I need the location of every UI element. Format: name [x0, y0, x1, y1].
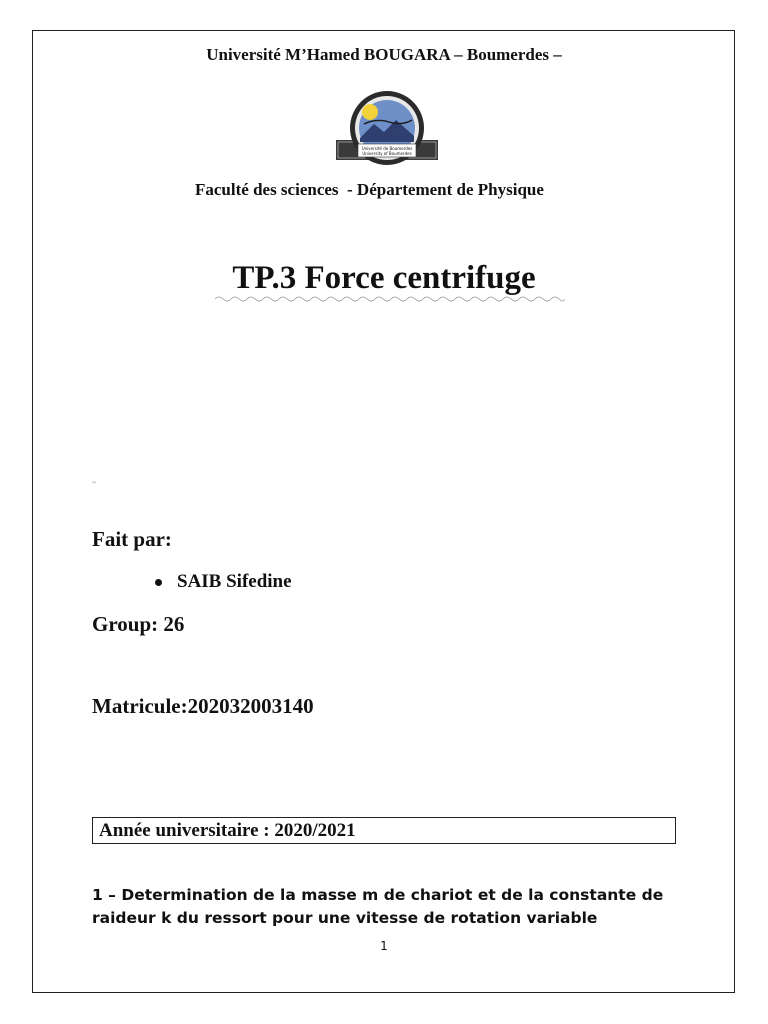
author-list-item — [155, 571, 292, 593]
matricule-label: Matricule:202032003140 — [92, 694, 314, 718]
group-label: Group: 26 — [92, 612, 185, 636]
university-logo-icon — [334, 90, 440, 170]
spellcheck-underline — [215, 295, 565, 303]
document-title: TP.3 Force centrifuge — [232, 260, 536, 296]
faculty-department: Faculté des sciences - Département de Physique — [195, 180, 544, 199]
author-name: SAIB Sifedine — [177, 571, 292, 592]
academic-year-box: Année universitaire : 2020/2021 — [92, 817, 676, 844]
university-name: Université M’Hamed BOUGARA – Boumerdes – — [206, 45, 562, 64]
page-number: 1 — [380, 939, 388, 953]
section-heading: 1 – Determination de la masse m de chariot et de la constante de raideur k du ressort pour une vitesse de rotation variable — [92, 886, 664, 927]
logo-text-2: University of Boumerdes — [362, 151, 412, 156]
stray-mark: ~ — [92, 478, 97, 487]
bullet-icon — [155, 579, 162, 586]
page-border — [32, 30, 735, 993]
logo-text-1: Université de Boumerdes — [361, 146, 413, 151]
fait-par-label: Fait par: — [92, 527, 172, 551]
